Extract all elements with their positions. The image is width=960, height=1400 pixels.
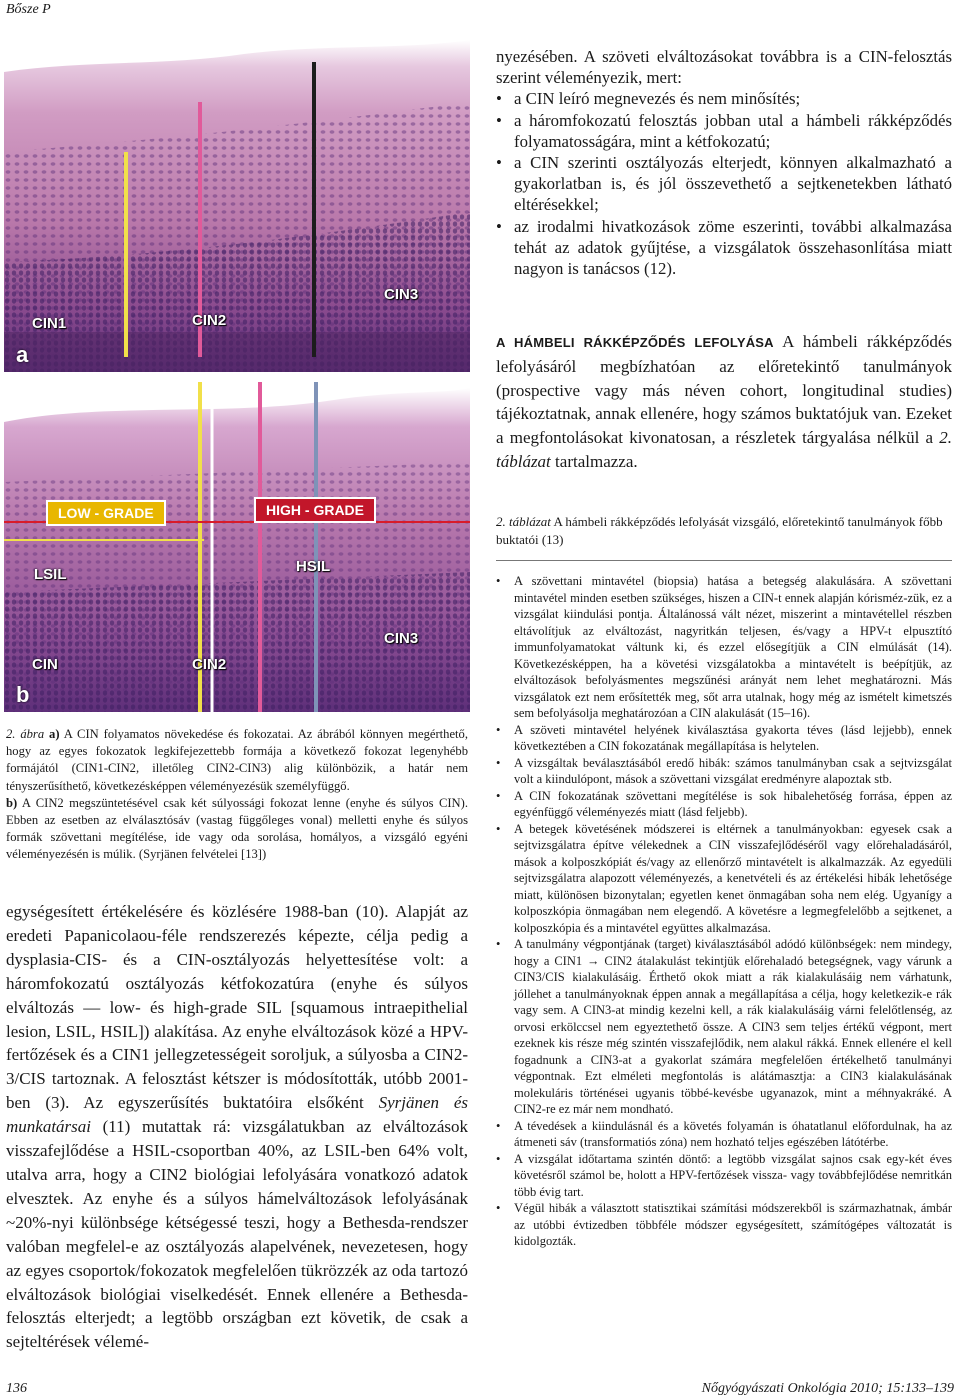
table-body <box>496 573 952 1250</box>
hsil-label: HSIL <box>296 558 331 575</box>
caption-a-label: a) <box>49 727 60 741</box>
lsil-label: LSIL <box>34 566 67 583</box>
table-item: • A tanulmány végpontjának (target) kiválasztásából adódó különbségek: nem mindegy, hogy a CIN1 → CIN2 átalakulást tekintjük előrehaladó betegségnek, vagy várunk a CIN3/CIS kialakulásáig. Érthető okok miatt a rák kialakulásáig nem várhatunk, jóllehet a tanulmányoknak éppen annak a megállapítása a célja, hogy keletkezik-e rák vagy sem. A CIN3-at mindig kezelni kell, a rák kialakulásáig várni felelőtlenség, az orvosi erkölccsel nem egyeztethető össze. A CIN3 sem teljes értékű végpont, mert ezeknek kis része még szintén visszafejlődik, nem alakul rákká. Ennek ellenére el kell fogadnunk a CIN3-at a gyakorlat számára megfelelően értékelhető tanulmányi végpontnak. Ezt elméleti megfontolás is alátámasztja: a CIN3 kialakulásának molekuláris történései ugyanis többé-kevésbe ugyanazok, mint a méhnyakráké. A CIN2-re ez már nem mondható. <box>496 936 952 1118</box>
journal-citation: Nőgyógyászati Onkológia 2010; 15:133–139 <box>701 1381 954 1396</box>
table-item: • A vizsgáltak beválasztásából eredő hibák: számos tanulmányban csak a sejtvizsgálat volt a kiindulópont, mások a szövettani vizsgálat eredményre alapoztak stb. <box>496 755 952 788</box>
histology-image-a <box>4 32 470 372</box>
table-caption <box>496 513 952 549</box>
table-label: 2. táblázat <box>496 514 551 529</box>
list-item: • a CIN leíró megnevezés és nem minősítés; <box>496 88 952 109</box>
table-item: • A szöveti mintavétel helyének kiválasztása gyakorta téves (lásd lejjebb), ennek következtében a CIN fokozatának megállapítása is helytelen. <box>496 722 952 755</box>
section-course <box>496 330 952 474</box>
low-grade-label: LOW - GRADE <box>46 500 166 526</box>
left-body-italic: Syrjänen és munkatársai <box>6 1093 468 1137</box>
cin2-label-b: CIN2 <box>192 656 227 673</box>
section-text-1: A hámbeli rákképződés lefolyásáról megbízhatóan az előretekintő tanulmányok (prospective vagy más néven cohort, longitudinal studies) tájékoztatnak, annak ellenére, hogy számos buktatójuk van. Ezeket a megfontolásokat kivonatosan, a részletek tárgyalása nélkül a <box>496 332 952 448</box>
table-title: A hámbeli rákképződés lefolyását vizsgáló, előretekintő tanulmányok főbb buktatói (13) <box>496 514 943 547</box>
left-body-p1: egységesített értékelésére és közlésére 1988-ban (10). Alapját az eredeti Papanicolaou-féle rendszerezés képezte, célja pedig a dysplasia-CIS- és a CIN-osztályozás helyettesítése volt: a háromfokozatú osztályozás kétfokozatúra (enyhe és súlyos elváltozás — low- és high-grade SIL [squamous intraepithelial lesion, LSIL, HSIL]) alakítása. Az enyhe elváltozások közé a HPV-fertőzések és a CIN1 jellegzetességeit soroljuk, a súlyosba a CIN2-3/CIS tartoznak. A felosztást kétszer is módosították, utóbb 2001-ben (3). Az egyszerűsítés buktatóira elsőként <box>6 902 468 1113</box>
cin3-label: CIN3 <box>384 286 419 303</box>
table-item: • A tévedések a kiindulásnál és a követés folyamán is óhatatlanul előfordulnak, ha az átmeneti sáv (transformatiós zóna) nem hozható teljes egészében látótérbe. <box>496 1118 952 1151</box>
table-item: • Végül hibák a választott statisztikai számítási módszerekből is származhatnak, ámbár az utóbbi évtizedben többféle módszer egységesített, számítógépes változatát is kidolgozták. <box>496 1200 952 1250</box>
panel-label-b: b <box>16 682 30 707</box>
cin3-label-b: CIN3 <box>384 630 419 647</box>
caption-b-text: A CIN2 megszüntetésével csak két súlyossági fokozat lenne (enyhe és súlyos CIN). Ebben az esetben az elválasztósáv (vastag függőleges vonal) melletti enyhe és súlyos formák szövettani megítélése, ide vagy oda sorolása, homályos, a vizsgáló egyéni véleményezésén is múlik. (Syrjänen felvételei [13]) <box>6 795 468 862</box>
reasons-list <box>496 88 952 279</box>
left-body-rest: (11) mutattak rá: vizsgálatukban az elváltozások visszafejlődése a HSIL-csoportban 40%, az LSIL-ben 64% volt, utalva arra, hogy a CIN2 biológiai lefolyására vonatkozó adatok elvesztek. Az enyhe és a súlyos hámelváltozások lefolyásának ~20%-nyi különbsége kétségessé teszi, hogy a Bethesda-rendszer valóban megfelel-e az osztályozás alapelvének, nevezetesen, hogy az egyes csoportok/fokozatok megfelelően tükrözzék az oda tartozó elváltozások biológiai viselkedését. Ennek ellenére a Bethesda-felosztás elterjedt; a legtöbb országban ezt követik, de csak a sejteltérések vélemé- <box>6 1117 468 1352</box>
pitfalls-list <box>496 573 952 1250</box>
caption-label: 2. ábra <box>6 727 45 741</box>
page-number: 136 <box>6 1381 27 1396</box>
right-column-intro <box>496 46 952 279</box>
list-item: • a háromfokozatú felosztás jobban utal a hámbeli rákképződés folyamatosságára, mint a kétfokozatú; <box>496 110 952 152</box>
micrograph-a <box>4 32 470 372</box>
section-table-ref: 2. táblázat <box>496 428 952 471</box>
micrograph-b <box>4 382 470 712</box>
left-body-text <box>6 900 468 1354</box>
high-grade-label: HIGH - GRADE <box>254 497 376 523</box>
panel-label-a: a <box>16 342 29 367</box>
table-item: • A vizsgálat időtartama szintén döntő: a legtöbb vizsgálat sajnos csak egy-két éves követésről számol be, holott a HPV-fertőzések vissza- vagy továbbfejlődése nemritkán több évig tart. <box>496 1151 952 1201</box>
cin2-label: CIN2 <box>192 312 227 329</box>
section-text-2: tartalmazza. <box>550 451 638 471</box>
list-item: • a CIN szerinti osztályozás elterjedt, könnyen alkalmazható a gyakorlatban is, és jól összevethető a sejtkenetekben látható eltérésekkel; <box>496 152 952 216</box>
caption-b-label: b) <box>6 795 18 810</box>
table-item: • A CIN fokozatának szövettani megítélése is sok hibalehetőség forrása, éppen az egyénfüggő véleményezés miatt (lásd feljebb). <box>496 788 952 821</box>
table-item: • A betegek követésének módszerei is eltérnek a tanulmányokban: egyesek csak a sejtvizsgálatra építve vélekednek a CIN visszafejlődéséről vagy előrehaladásáról, mások a kolposzkópiát és/vagy az ellenőrző mintavételt is alkalmazzák. Az egyedüli sejtvizsgálatra alapozott véleményezés, a kenetvételi és az értékelési hibák lehetősége miatt, különösen bizonytalan; egyetlen kenet önmagában soha nem elég. Ugyanígy a kolposzkópia önmagában nem elegendő. A követésre a legmegfelelőbb a sejtkenet, a kolposzkópia és a mintavétel együttes alkalmazása. <box>496 821 952 937</box>
running-head: Bősze P <box>6 2 51 17</box>
figure-caption <box>6 726 468 864</box>
cin1-label: CIN1 <box>32 315 67 332</box>
list-item: • az irodalmi hivatkozások zöme eszerinti, további alkalmazása tehát az adatok gyűjtése, a vizsgálatok összehasonlítása miatt nagyon is tanácsos (12). <box>496 216 952 280</box>
intro-paragraph: nyezésében. A szöveti elváltozásokat továbbra is a CIN-felosztás szerint véleményezik, mert: <box>496 47 952 88</box>
table-item: • A szövettani mintavétel (biopsia) hatása a betegség alakulására. A szövettani mintavétel minden esetben szükséges, hiszen a CIN-t ennek alapján kórisméz-zük, ez a vizsgálat kiindulási pontja. Általánossá vált nézet, miszerint a mintavétellel részben eltávolítjuk az elváltozást, nagyritkán teljesen, és/vagy a HPV-t elpusztító immunfolyamatokat váltunk ki, és ezzel elősegítjük a CIN elmúlását (14). Következésképpen, ha a követési vizsgálatokba a mintavételt is beépítjük, az elváltozások befolyásmentes megszűnési arányát nem lehet meghatározni. Más vizsgálatok ezt nem erősítették meg, sőt arra utalnak, hogy még az ismételt kimetszés sem befolyásolja meghatározóan a CIN alakulását (15–16). <box>496 573 952 722</box>
caption-a-text: A CIN folyamatos növekedése és fokozatai. Az ábrából könnyen megérthető, hogy az egyes fokozatok legkifejezettebb formája a következő fokozat legenyhébb formájától (CIN1-CIN2, illetőleg CIN2-CIN3) alig különbözik, a határ nem tényszerűsíthető, következésképpen véleményezésük személyfüggő. <box>6 727 468 793</box>
histology-image-b <box>4 382 470 712</box>
table-rule-top <box>496 560 952 561</box>
section-heading: A HÁMBELI RÁKKÉPZŐDÉS LEFOLYÁSA <box>496 335 774 350</box>
cin1-label-b: CIN <box>32 656 58 673</box>
